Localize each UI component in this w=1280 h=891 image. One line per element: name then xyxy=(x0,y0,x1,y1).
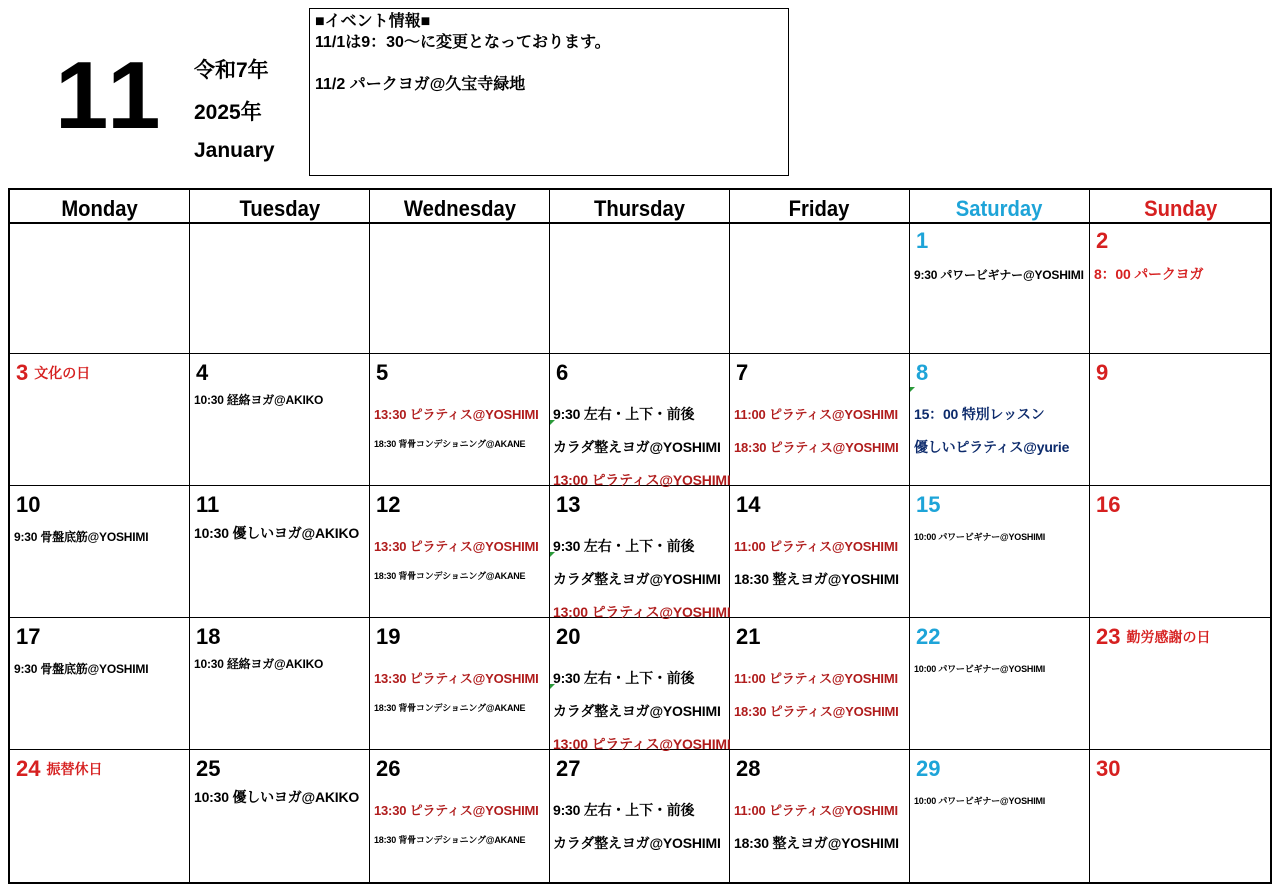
event-entry: 13:30 ピラティス@YOSHIMI xyxy=(374,539,539,554)
weekday-header-saturday: Saturday xyxy=(910,190,1090,222)
day-number: 7 xyxy=(736,360,749,385)
event-entry: 13:30 ピラティス@YOSHIMI xyxy=(374,407,539,422)
comment-marker-icon xyxy=(550,552,555,557)
day-number: 23 勤労感謝の日 xyxy=(1096,624,1211,649)
day-number: 29 xyxy=(916,756,941,781)
year: 2025年 xyxy=(194,101,262,124)
event-entry: 9:30 パワービギナー@YOSHIMI xyxy=(914,268,1084,282)
event-entry: 13:30 ピラティス@YOSHIMI xyxy=(374,671,539,686)
event-entry: カラダ整えヨガ@YOSHIMI xyxy=(553,571,721,587)
event-entry: 9:30 左右・上下・前後 xyxy=(553,538,695,554)
era-year: 令和7年 xyxy=(194,59,269,82)
event-entry: 18:30 背骨コンデショニング@AKANE xyxy=(374,703,526,713)
event-entry: 11:00 ピラティス@YOSHIMI xyxy=(734,407,898,422)
event-entry: 10:30 経絡ヨガ@AKIKO xyxy=(194,657,324,671)
day-cell[interactable] xyxy=(190,222,370,354)
day-number: 27 xyxy=(556,756,581,781)
comment-marker-icon xyxy=(910,387,915,392)
day-cell[interactable] xyxy=(910,354,1090,486)
day-number: 10 xyxy=(16,492,41,517)
event-entry: 9:30 左右・上下・前後 xyxy=(553,670,695,686)
day-cell[interactable] xyxy=(730,354,910,486)
day-number: 12 xyxy=(376,492,401,517)
day-cell[interactable] xyxy=(370,618,550,750)
day-cell[interactable] xyxy=(190,486,370,618)
day-number: 6 xyxy=(556,360,569,385)
day-number: 2 xyxy=(1096,228,1109,253)
month-name: January xyxy=(194,139,275,162)
holiday-label: 勤労感謝の日 xyxy=(1126,629,1211,645)
weekday-header-friday: Friday xyxy=(730,190,910,222)
day-number: 26 xyxy=(376,756,401,781)
day-cell[interactable] xyxy=(190,354,370,486)
day-cell[interactable] xyxy=(190,750,370,882)
day-number: 17 xyxy=(16,624,41,649)
day-cell[interactable] xyxy=(370,354,550,486)
day-cell[interactable] xyxy=(1090,222,1272,354)
weekday-header-thursday: Thursday xyxy=(550,190,730,222)
day-number: 3 文化の日 xyxy=(16,360,91,385)
day-number: 20 xyxy=(556,624,581,649)
day-cell[interactable] xyxy=(550,354,730,486)
event-info-box xyxy=(309,8,789,176)
day-cell[interactable] xyxy=(550,618,730,750)
weekday-header-tuesday: Tuesday xyxy=(190,190,370,222)
event-entry: 18:30 背骨コンデショニング@AKANE xyxy=(374,439,526,449)
weekday-header-row xyxy=(10,190,1270,224)
day-number: 9 xyxy=(1096,360,1109,385)
event-entry: 9:30 骨盤底筋@YOSHIMI xyxy=(14,530,149,544)
event-entry: 11:00 ピラティス@YOSHIMI xyxy=(734,671,898,686)
event-entry: 13:30 ピラティス@YOSHIMI xyxy=(374,803,539,818)
event-entry: 10:30 優しいヨガ@AKIKO xyxy=(194,789,360,805)
day-number: 13 xyxy=(556,492,581,517)
event-entry: 10:30 優しいヨガ@AKIKO xyxy=(194,525,360,541)
day-cell[interactable] xyxy=(1090,486,1272,618)
event-entry: 10:00 パワービギナー@YOSHIMI xyxy=(914,532,1046,542)
day-cell[interactable] xyxy=(10,486,190,618)
day-number: 22 xyxy=(916,624,941,649)
day-cell[interactable] xyxy=(1090,354,1272,486)
day-cell[interactable] xyxy=(910,486,1090,618)
event-entry: 9:30 左右・上下・前後 xyxy=(553,406,695,422)
event-entry: 18:30 ピラティス@YOSHIMI xyxy=(734,440,899,455)
day-cell[interactable] xyxy=(10,618,190,750)
day-number: 30 xyxy=(1096,756,1121,781)
event-entry: 13:00 ピラティス@YOSHIMI xyxy=(553,736,731,752)
weekday-header-monday: Monday xyxy=(10,190,190,222)
month-number: 11 xyxy=(55,42,165,149)
weekday-header-sunday: Sunday xyxy=(1144,196,1218,221)
event-entry: 18:30 ピラティス@YOSHIMI xyxy=(734,704,899,719)
day-cell[interactable] xyxy=(730,750,910,882)
calendar-grid xyxy=(8,188,1272,884)
day-number: 19 xyxy=(376,624,401,649)
day-number: 11 xyxy=(196,492,220,517)
weekday-header-wednesday: Wednesday xyxy=(370,190,550,222)
event-entry: カラダ整えヨガ@YOSHIMI xyxy=(553,703,721,719)
comment-marker-icon xyxy=(550,420,555,425)
event-entry: 18:30 背骨コンデショニング@AKANE xyxy=(374,835,526,845)
event-entry: 9:30 左右・上下・前後 xyxy=(553,802,695,818)
event-entry: 11:00 ピラティス@YOSHIMI xyxy=(734,539,898,554)
day-cell[interactable] xyxy=(10,354,190,486)
holiday-label: 文化の日 xyxy=(34,365,91,381)
day-number: 8 xyxy=(916,360,929,385)
event-entry: 13:00 ピラティス@YOSHIMI xyxy=(553,604,731,620)
day-number: 14 xyxy=(736,492,761,517)
event-entry: 18:30 背骨コンデショニング@AKANE xyxy=(374,571,526,581)
day-cell[interactable] xyxy=(10,222,190,354)
event-entry: 13:00 ピラティス@YOSHIMI xyxy=(553,472,731,488)
day-cell[interactable] xyxy=(730,618,910,750)
day-cell[interactable] xyxy=(910,618,1090,750)
comment-marker-icon xyxy=(550,684,555,689)
day-cell[interactable] xyxy=(550,750,730,882)
day-cell[interactable] xyxy=(370,222,550,354)
day-number: 16 xyxy=(1096,492,1121,517)
day-cell[interactable] xyxy=(550,222,730,354)
day-cell[interactable] xyxy=(1090,750,1272,882)
day-number: 25 xyxy=(196,756,221,781)
event-entry: 10:30 経絡ヨガ@AKIKO xyxy=(194,393,324,407)
event-entry: 10:00 パワービギナー@YOSHIMI xyxy=(914,664,1046,674)
day-cell[interactable] xyxy=(730,222,910,354)
day-cell[interactable] xyxy=(10,750,190,882)
event-entry: 優しいピラティス@yurie xyxy=(914,439,1070,455)
day-cell[interactable] xyxy=(730,486,910,618)
day-number: 21 xyxy=(736,624,761,649)
event-info-title: ■イベント情報■ xyxy=(315,13,431,30)
event-entry: カラダ整えヨガ@YOSHIMI xyxy=(553,835,721,851)
day-number: 18 xyxy=(196,624,221,649)
event-entry: 15：00 特別レッスン xyxy=(914,406,1045,422)
day-number: 28 xyxy=(736,756,761,781)
day-number: 5 xyxy=(376,360,389,385)
holiday-label: 振替休日 xyxy=(46,761,103,777)
day-number: 4 xyxy=(196,360,209,385)
event-entry: カラダ整えヨガ@YOSHIMI xyxy=(553,439,721,455)
event-entry: 18:30 整えヨガ@YOSHIMI xyxy=(734,835,899,851)
day-cell[interactable] xyxy=(910,222,1090,354)
day-cell[interactable] xyxy=(1090,618,1272,750)
event-entry: 8：00 パークヨガ xyxy=(1094,266,1204,282)
day-cell[interactable] xyxy=(910,750,1090,882)
day-number: 1 xyxy=(916,228,929,253)
event-entry: 10:00 パワービギナー@YOSHIMI xyxy=(914,796,1046,806)
day-number: 15 xyxy=(916,492,941,517)
day-cell[interactable] xyxy=(370,486,550,618)
day-cell[interactable] xyxy=(550,486,730,618)
event-entry: 18:30 整えヨガ@YOSHIMI xyxy=(734,571,899,587)
event-info-line: 11/2 パークヨガ@久宝寺緑地 xyxy=(315,76,526,93)
event-info-line xyxy=(315,53,783,74)
day-cell[interactable] xyxy=(190,618,370,750)
event-entry: 11:00 ピラティス@YOSHIMI xyxy=(734,803,898,818)
day-cell[interactable] xyxy=(370,750,550,882)
event-info-line: 11/1は9：30～に変更となっております。 xyxy=(315,34,611,51)
event-entry: 9:30 骨盤底筋@YOSHIMI xyxy=(14,662,149,676)
day-number: 24 振替休日 xyxy=(16,756,103,781)
